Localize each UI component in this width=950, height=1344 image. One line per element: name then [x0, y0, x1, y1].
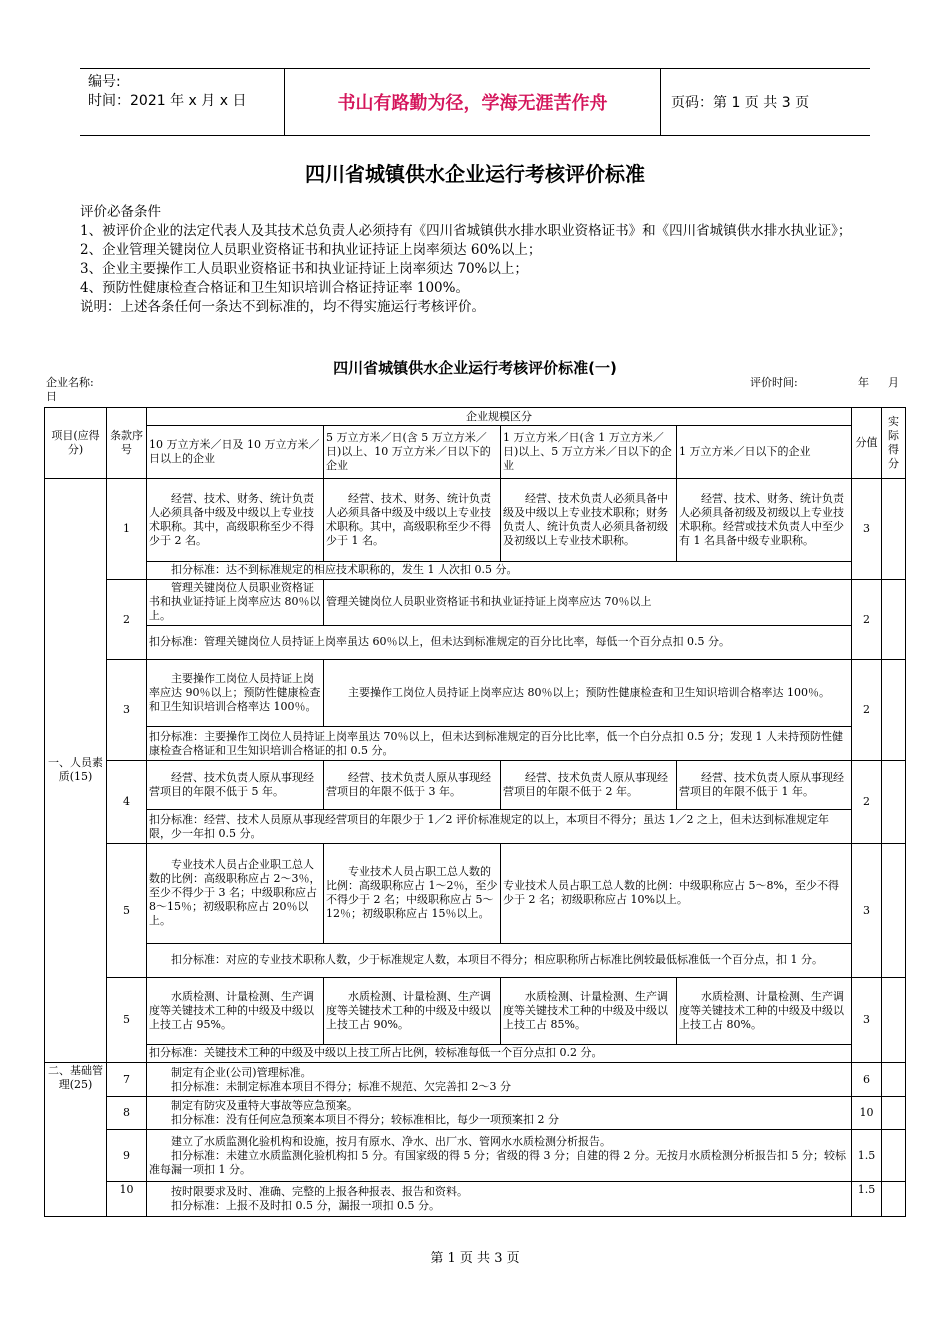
page-header	[80, 68, 870, 136]
deduction-rule: 扣分标准：对应的专业技术职称人数，少于标准规定人数，本项目不得分；相应职称所占标准比例较最低标准低一个百分点，扣 1 分。	[147, 943, 852, 977]
clause-no: 10	[107, 1182, 147, 1217]
actual-score-cell[interactable]	[882, 1129, 906, 1182]
criteria-cell: 水质检测、计量检测、生产调度等关键技术工种的中级及中级以上技工占 85%。	[501, 977, 677, 1044]
deduction-rule: 扣分标准：经营、技术人员原从事现经营项目的年限少于 1／2 评价标准规定的以上，本项目不得分；虽达 1／2 之上，但未达到标准规定年限，少一年扣 0.5 分。	[147, 809, 852, 843]
deduction-rule: 扣分标准：达不到标准规定的相应技术职称的，发生 1 人次扣 0.5 分。	[147, 561, 852, 579]
page-info: 页码：第 1 页 共 3 页	[671, 95, 810, 111]
criteria-cell: 专业技术人员占职工总人数的比例：高级职称应占 1～2％，至少不得少于 2 名；中级职称应占 5～12％；初级职称应占 15％以上。	[324, 844, 501, 943]
motto: 书山有路勤为径，学海无涯苦作舟	[285, 69, 661, 135]
prereq-heading: 评价必备条件	[80, 204, 161, 220]
deduction-rule: 扣分标准：关键技术工种的中级及中级以上技工所占比例，较标准每低一个百分点扣 0.2 分。	[147, 1044, 852, 1062]
score-value: 2	[852, 580, 882, 660]
serial-label: 编号:	[88, 74, 121, 90]
criteria-cell: 经营、技术负责人原从事现经营项目的年限不低于 3 年。	[324, 761, 501, 810]
score-value: 3	[852, 478, 882, 579]
month-label: 月	[888, 376, 899, 389]
prereq-item-2: 2、企业管理关键岗位人员职业资格证书和执业证持证上岗率须达 60%以上；	[80, 242, 542, 258]
deduction-rule: 扣分标准：上报不及时扣 0.5 分，漏报一项扣 0.5 分。	[171, 1199, 440, 1213]
deduction-rule: 扣分标准：未建立水质监测化验机构扣 5 分。有国家级的得 5 分；省级的得 3 分；自建的得 2 分。无按月水质检测分析报告扣 5 分；较标准每漏一项扣 1 分。	[149, 1148, 846, 1176]
clause-no: 4	[107, 761, 147, 844]
actual-score-cell[interactable]	[882, 977, 906, 1062]
head-col-2: 5 万立方米／日(含 5 万立方米／日)以上、10 万立方米／日以下的企业	[324, 426, 501, 479]
head-scale: 企业规模区分	[147, 408, 852, 426]
day-label: 日	[46, 390, 57, 403]
criteria-cell: 主要操作工岗位人员持证上岗率应达 90％以上；预防性健康检查和卫生知识培训合格率达 100％。	[147, 660, 324, 727]
actual-score-cell[interactable]	[882, 478, 906, 579]
head-col-3: 1 万立方米／日(含 1 万立方米／日)以上、5 万立方米／日以下的企业	[501, 426, 677, 479]
year-label: 年	[858, 376, 869, 389]
criteria-cell: 主要操作工岗位人员持证上岗率应达 80％以上；预防性健康检查和卫生知识培训合格率达 100％。	[324, 660, 852, 727]
criteria-cell: 经营、技术、财务、统计负责人必须具备初级及初级以上专业技术职称。经营或技术负责人中至少有 1 名具备中级专业职称。	[677, 478, 852, 561]
head-col-1: 10 万立方米／日及 10 万立方米／日以上的企业	[147, 426, 324, 479]
company-name-label: 企业名称:	[46, 376, 94, 389]
clause-no: 2	[107, 580, 147, 660]
criteria-cell: 经营、技术、财务、统计负责人必须具备中级及中级以上专业技术职称。其中，高级职称至少不得少于 1 名。	[324, 478, 501, 561]
criteria-text: 按时限要求及时、准确、完整的上报各种报表、报告和资料。	[171, 1185, 468, 1199]
criteria-cell	[147, 1097, 852, 1129]
criteria-cell: 水质检测、计量检测、生产调度等关键技术工种的中级及中级以上技工占 95%。	[147, 977, 324, 1044]
category-personnel: 一、人员素质(15)	[45, 478, 107, 1062]
head-col-4: 1 万立方米／日以下的企业	[677, 426, 852, 479]
eval-time-label: 评价时间:	[750, 376, 798, 389]
clause-no: 5	[107, 977, 147, 1062]
score-value: 1.5	[852, 1129, 882, 1182]
actual-score-cell[interactable]	[882, 761, 906, 844]
actual-score-cell[interactable]	[882, 844, 906, 978]
clause-no: 5	[107, 844, 147, 978]
criteria-cell: 经营、技术、财务、统计负责人必须具备中级及中级以上专业技术职称。其中，高级职称至少不得少于 2 名。	[147, 478, 324, 561]
score-value: 3	[852, 844, 882, 978]
clause-no: 3	[107, 660, 147, 761]
criteria-cell: 经营、技术负责人原从事现经营项目的年限不低于 5 年。	[147, 761, 324, 810]
criteria-cell: 水质检测、计量检测、生产调度等关键技术工种的中级及中级以上技工占 90%。	[324, 977, 501, 1044]
table-title: 四川省城镇供水企业运行考核评价标准(一)	[333, 359, 617, 377]
prereq-item-1: 1、被评价企业的法定代表人及其技术总负责人必须持有《四川省城镇供水排水职业资格证书》和《四川省城镇供水排水执业证》；	[80, 223, 852, 239]
category-management: 二、基础管理(25)	[45, 1063, 107, 1217]
head-score: 分值	[852, 408, 882, 479]
criteria-cell: 经营、技术负责人必须具备中级及中级以上专业技术职称；财务负责人、统计负责人必须具备初级及初级以上专业技术职称。	[501, 478, 677, 561]
time-label: 时间：2021 年 x 月 x 日	[88, 93, 247, 109]
document-title: 四川省城镇供水企业运行考核评价标准	[305, 162, 645, 186]
form-meta	[46, 376, 906, 406]
deduction-rule: 扣分标准：主要操作工岗位人员持证上岗率虽达 70％以上，但未达到标准规定的百分比比率，低一个白分点扣 0.5 分；发现 1 人未持预防性健康检查合格证和卫生知识培训合格证的扣 0.5 分。	[147, 726, 852, 760]
criteria-cell: 经营、技术负责人原从事现经营项目的年限不低于 1 年。	[677, 761, 852, 810]
clause-no: 8	[107, 1097, 147, 1129]
prereq-item-3: 3、企业主要操作工人员职业资格证书和执业证持证上岗率须达 70%以上；	[80, 261, 528, 277]
actual-score-cell[interactable]	[882, 1097, 906, 1129]
prereq-item-4: 4、预防性健康检查合格证和卫生知识培训合格证持证率 100%。	[80, 280, 469, 296]
head-clause: 条款序号	[107, 408, 147, 479]
criteria-cell	[147, 1129, 852, 1182]
clause-no: 7	[107, 1063, 147, 1097]
actual-score-cell[interactable]	[882, 580, 906, 660]
actual-score-cell[interactable]	[882, 660, 906, 761]
evaluation-table	[44, 407, 906, 1217]
page-footer: 第 1 页 共 3 页	[430, 1251, 520, 1266]
actual-score-cell[interactable]	[882, 1063, 906, 1097]
criteria-cell	[147, 1182, 852, 1217]
score-value: 2	[852, 660, 882, 761]
head-actual: 实际得分	[882, 408, 906, 479]
criteria-cell: 专业技术人员占职工总人数的比例：中级职称应占 5～8%，至少不得少于 2 名；初级职称应占 10%以上。	[501, 844, 852, 943]
clause-no: 9	[107, 1129, 147, 1182]
score-value: 6	[852, 1063, 882, 1097]
criteria-cell	[147, 1063, 852, 1097]
criteria-text: 建立了水质监测化验机构和设施，按月有原水、净水、出厂水、管网水水质检测分析报告。	[171, 1134, 611, 1148]
criteria-text: 制定有防灾及重特大事故等应急预案。	[171, 1099, 358, 1113]
criteria-cell: 管理关键岗位人员职业资格证书和执业证持证上岗率应达 70％以上	[324, 580, 852, 626]
prereq-note: 说明：上述各条任何一条达不到标准的，均不得实施运行考核评价。	[80, 299, 485, 315]
criteria-cell: 经营、技术负责人原从事现经营项目的年限不低于 2 年。	[501, 761, 677, 810]
score-value: 1.5	[852, 1182, 882, 1217]
header-info	[80, 69, 285, 135]
criteria-cell: 管理关键岗位人员职业资格证书和执业证持证上岗率应达 80％以上。	[147, 580, 324, 626]
score-value: 10	[852, 1097, 882, 1129]
criteria-cell: 专业技术人员占企业职工总人数的比例：高级职称应占 2～3％，至少不得少于 3 名；中级职称应占 8～15％；初级职称应占 20％以上。	[147, 844, 324, 943]
deduction-rule: 扣分标准：管理关键岗位人员持证上岗率虽达 60％以上，但未达到标准规定的百分比比率，每低一个百分点扣 0.5 分。	[147, 625, 852, 659]
head-item: 项目(应得分)	[45, 408, 107, 479]
deduction-rule: 扣分标准：未制定标准本项目不得分；标准不规范、欠完善扣 2～3 分	[171, 1079, 511, 1093]
score-value: 3	[852, 977, 882, 1062]
criteria-cell: 水质检测、计量检测、生产调度等关键技术工种的中级及中级以上技工占 80%。	[677, 977, 852, 1044]
criteria-text: 制定有企业(公司)管理标准。	[171, 1065, 312, 1079]
clause-no: 1	[107, 478, 147, 579]
deduction-rule: 扣分标准：没有任何应急预案本项目不得分；较标准相比，每少一项预案扣 2 分	[171, 1113, 559, 1127]
score-value: 2	[852, 761, 882, 844]
actual-score-cell[interactable]	[882, 1182, 906, 1217]
prerequisites	[40, 203, 910, 317]
